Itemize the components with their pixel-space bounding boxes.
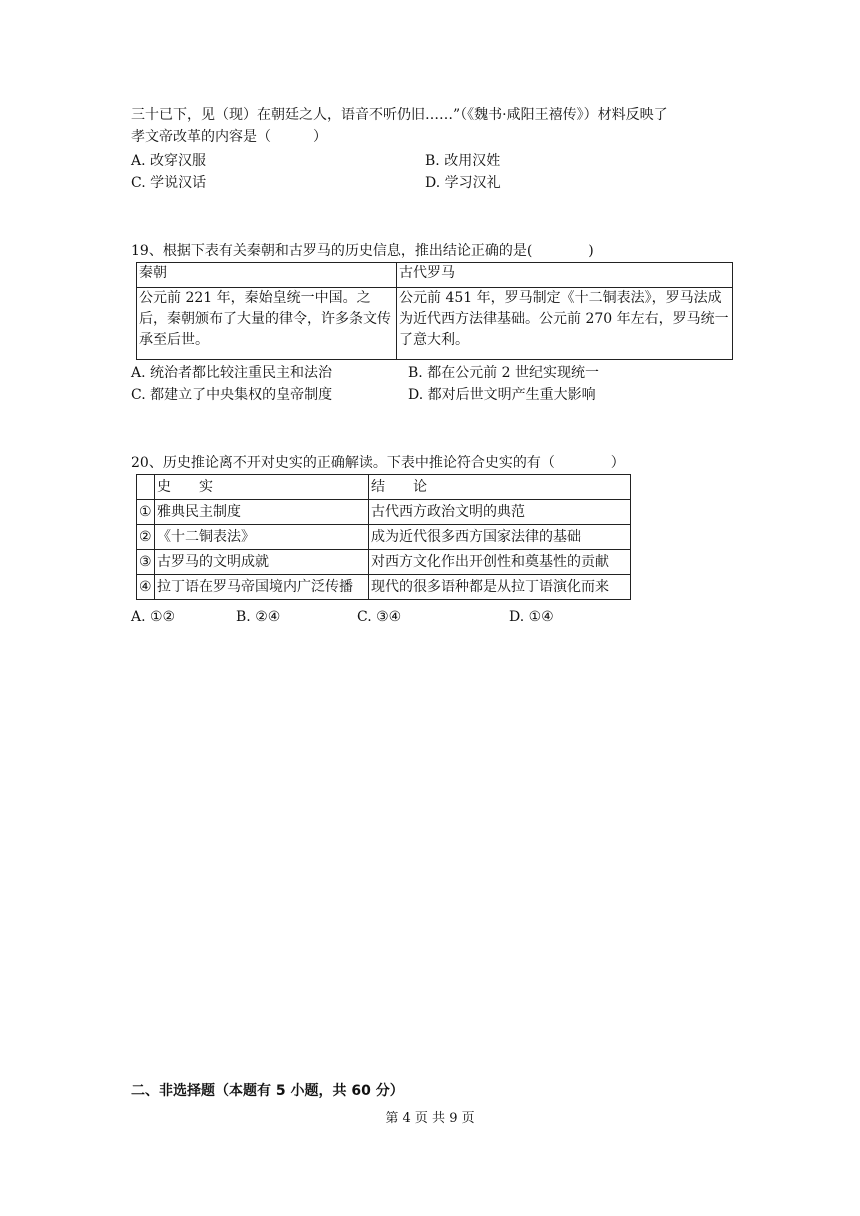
q20-row-conclusion: 古代西方政治文明的典范 [369,500,631,525]
q19-stem: 19、根据下表有关秦朝和古罗马的历史信息，推出结论正确的是( ) [131,243,594,259]
q20-row-fact: 拉丁语在罗马帝国境内广泛传播 [155,575,369,600]
q20-row [137,500,631,525]
q20-table [136,474,631,600]
q20-row-fact: 《十二铜表法》 [155,525,369,550]
section-2-heading: 二、非选择题（本题有 5 小题，共 60 分） [131,1083,404,1099]
q20-row-fact: 古罗马的文明成就 [155,550,369,575]
q19-header-qin: 秦朝 [137,263,397,288]
q19-option-d: D. 都对后世文明产生重大影响 [408,387,596,403]
q19-option-a: A. 统治者都比较注重民主和法治 [131,365,333,381]
q19-table [136,262,733,360]
q20-header-conclusion: 结 论 [369,475,631,500]
q20-row-num: ④ [137,575,155,600]
q18-stem-line1: 三十已下，见（现）在朝廷之人，语音不听仍旧……”（《魏书·咸阳王禧传》）材料反映了 [131,107,668,123]
q19-cell-rome: 公元前 451 年，罗马制定《十二铜表法》，罗马法成为近代西方法律基础。公元前 270 年左右，罗马统一了意大利。 [397,288,733,360]
q20-row-num: ③ [137,550,155,575]
q20-row [137,575,631,600]
page-footer: 第 4 页 共 9 页 [385,1111,475,1126]
q20-header-blank [137,475,155,500]
q20-option-d: D. ①④ [509,609,554,625]
q20-option-c: C. ③④ [357,609,402,625]
q20-row-num: ② [137,525,155,550]
q20-row-num: ① [137,500,155,525]
q20-option-a: A. ①② [131,609,176,625]
q18-option-b: B. 改用汉姓 [425,153,501,169]
q19-option-c: C. 都建立了中央集权的皇帝制度 [131,387,333,403]
q18-option-a: A. 改穿汉服 [131,153,207,169]
q20-row-conclusion: 对西方文化作出开创性和奠基性的贡献 [369,550,631,575]
q19-cell-qin: 公元前 221 年，秦始皇统一中国。之后，秦朝颁布了大量的律令，许多条文传承至后世。 [137,288,397,360]
q20-row [137,525,631,550]
q20-row-conclusion: 现代的很多语种都是从拉丁语演化而来 [369,575,631,600]
q19-header-rome: 古代罗马 [397,263,733,288]
q18-stem-line2: 孝文帝改革的内容是（ ） [131,129,327,145]
q20-row-conclusion: 成为近代很多西方国家法律的基础 [369,525,631,550]
q20-header-fact: 史 实 [155,475,369,500]
q18-option-d: D. 学习汉礼 [425,175,501,191]
q20-row [137,550,631,575]
q20-stem: 20、历史推论离不开对史实的正确解读。下表中推论符合史实的有（ ） [131,455,625,471]
q18-option-c: C. 学说汉话 [131,175,207,191]
q20-row-fact: 雅典民主制度 [155,500,369,525]
q20-option-b: B. ②④ [236,609,281,625]
q19-option-b: B. 都在公元前 2 世纪实现统一 [408,365,599,381]
